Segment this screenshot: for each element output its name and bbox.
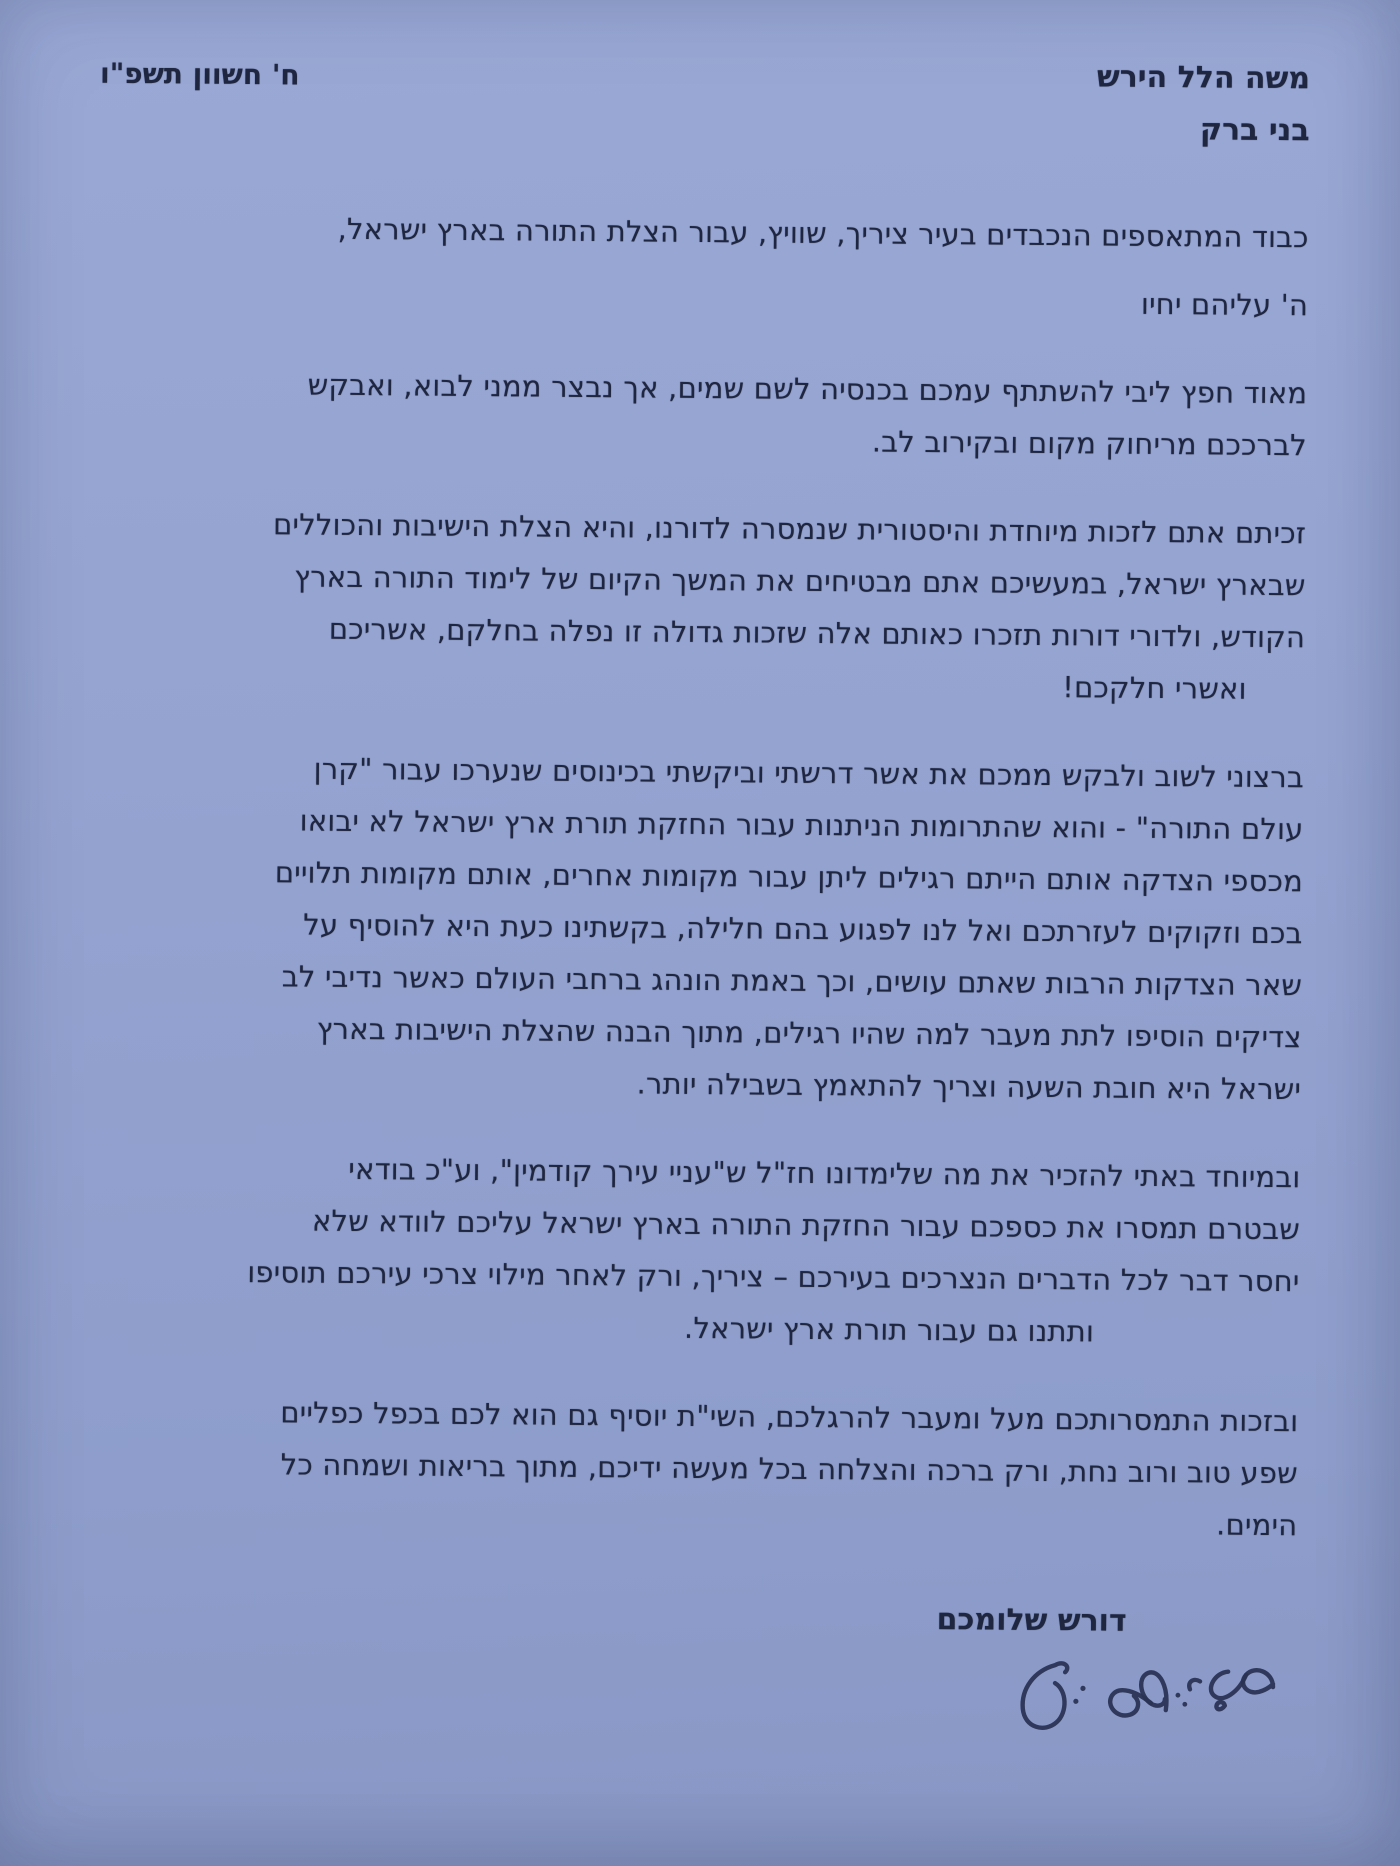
salutation-line: כבוד המתאספים הנכבדים בעיר ציריך, שוויץ, עבור הצלת התורה בארץ ישראל, (337, 211, 1309, 255)
paragraph (97, 357, 1308, 472)
paragraph-line: מאוד חפץ ליבי להשתתף עמכם בכנסיה לשם שמים, אך נבצר ממני לבוא, ואבקש (307, 367, 1308, 411)
paragraph-line: לברככם מריחוק מקום ובקירוב לב. (871, 424, 1307, 463)
paragraph-line: ותתנו גם עבור תורת ארץ ישראל. (683, 1310, 1095, 1349)
closing-greeting: דורש שלומכם (936, 1602, 1127, 1639)
paragraph-line: הקודש, ולדורי דורות תזכרו כאותם אלה שזכות גדולה זו נפלה בחלקם, אשריכם (328, 611, 1306, 655)
paragraph (95, 497, 1307, 716)
paragraph-line: שבטרם תמסרו את כספכם עבור החזקת התורה בארץ ישראל עליכם לוודא שלא (311, 1203, 1301, 1247)
paragraph-line: בכם וזקוקים לעזרתכם ואל לנו לפגוע בהם חלילה, בקשתינו כעת היא להוסיף על (303, 907, 1303, 951)
paragraph-line: צדיקים הוסיפו לתת מעבר למה שהיו רגילים, מתוך הבנה שהצלת הישיבות בארץ (316, 1011, 1302, 1055)
paragraph-line: ואשרי חלקכם! (1062, 670, 1247, 706)
paragraph-line: יחסר דבר לכל הדברים הנצרכים בעירכם – ציריך, ורק לאחר מילוי צרכי עירכם תוסיפו (247, 1255, 1300, 1299)
letter-date: ח' חשוון תשפ"ו (99, 56, 300, 92)
paragraph-line: הימים. (1215, 1507, 1298, 1543)
paragraph (89, 1141, 1301, 1360)
paragraph-line: מכספי הצדקה אותם הייתם רגילים ליתן עבור מקומות אחרים, אותם מקומות תלויים (274, 855, 1304, 899)
handwritten-signature (85, 1643, 1296, 1778)
paragraph-line: ישראל היא חובת השעה וצריך להתאמץ בשבילה יותר. (636, 1066, 1302, 1107)
sender-city: בני ברק (1199, 112, 1310, 149)
paragraph-line: ברצוני לשוב ולבקש ממכם את אשר דרשתי וביקשתי בכינוסים שנערכו עבור "קרן (313, 751, 1305, 795)
salutation (98, 201, 1309, 332)
paragraph-line: שפע טוב ורוב נחת, ורק ברכה והצלחה בכל מעשה ידיכם, מתוך בריאות ושמחה כל (280, 1447, 1299, 1491)
paragraph-line: זכיתם אתם לזכות מיוחדת והיסטורית שנמסרה לדורנו, והיא הצלת הישיבות והכוללים (272, 507, 1307, 551)
paragraph-line: ובמיוחד באתי להזכיר את מה שלימדונו חז"ל ש"עניי עירך קודמין", וע"כ בודאי (348, 1151, 1301, 1195)
paragraph-line: שבארץ ישראל, במעשיכם אתם מבטיחים את המשך הקיום של לימוד התורה בארץ (294, 559, 1306, 603)
paragraph-line: עולם התורה" - והוא שהתרומות הניתנות עבור החזקת תורת ארץ ישראל לא יבואו (299, 803, 1304, 847)
paragraph-line: ובזכות התמסרותכם מעל ומעבר להרגלכם, השי"ת יוסיף גם הוא לכם בכפל כפליים (280, 1395, 1299, 1439)
paragraph (91, 741, 1304, 1116)
paragraph (87, 1385, 1298, 1552)
salutation-blessing: ה' עליהם יחיו (1140, 286, 1309, 323)
sender-name: משה הלל הירש (1096, 59, 1311, 97)
signature-icon (921, 1650, 1282, 1773)
paragraph-line: שאר הצדקות הרבות שאתם עושים, וכך באמת הונהג ברחבי העולם כאשר נדיבי לב (281, 959, 1303, 1003)
